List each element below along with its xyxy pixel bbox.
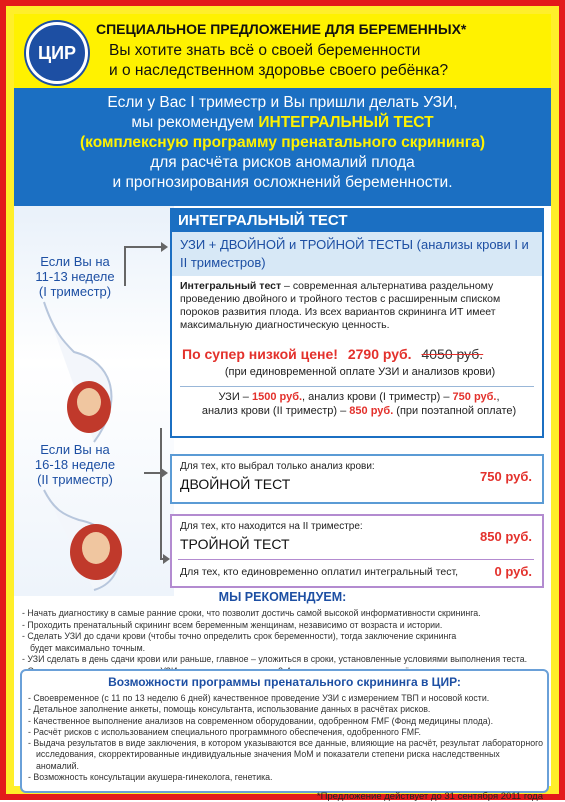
period-1-line-3: (I триместр) bbox=[38, 284, 112, 299]
period-2-line-2: 16-18 неделе bbox=[34, 457, 116, 472]
price-line bbox=[182, 346, 538, 362]
period-2-line-1: Если Вы на bbox=[40, 442, 110, 457]
integral-test-description bbox=[180, 280, 536, 332]
possibility-item: - Выдача результатов в виде заключения, в котором указываются все данные, влияющие на расчёт, результат лабораторного bbox=[28, 738, 543, 749]
connector-line-2 bbox=[160, 428, 162, 558]
possibilities-title: Возможности программы пренатального скрининга в ЦИР: bbox=[108, 675, 461, 689]
possibilities-box bbox=[20, 669, 549, 793]
breakdown-blood-1: , анализ крови (I триместр) – bbox=[302, 391, 453, 403]
double-test-note: Для тех, кто выбрал только анализ крови: bbox=[180, 461, 375, 472]
price-note: (при единовременной оплате УЗИ и анализов крови) bbox=[224, 366, 496, 378]
double-test-box bbox=[170, 454, 544, 504]
pregnancy-illustration-1 bbox=[34, 302, 144, 452]
arrow-to-double bbox=[144, 472, 162, 474]
recommend-item: - УЗИ сделать в день сдачи крови или раньше, главное – уложиться в сроки, установленные условиями выполнения теста. bbox=[22, 654, 528, 664]
recommend-item: - Начать диагностику в самые ранние сроки, что позволит достичь самой высокой информативности скрининга. bbox=[22, 608, 481, 618]
offer-title: СПЕЦИАЛЬНОЕ ПРЕДЛОЖЕНИЕ ДЛЯ БЕРЕМЕННЫХ* bbox=[96, 21, 467, 37]
triple-test-box bbox=[170, 514, 544, 588]
arrow-to-triple bbox=[160, 558, 164, 560]
period-1-line-1: Если Вы на bbox=[40, 254, 110, 269]
period-1 bbox=[30, 254, 120, 299]
integral-test-desc-text: – современная альтернатива раздельному проведению двойного и тройного тестов с расширенным списком пороков развития плода. Из всех вариантов скрининга ИТ имеет максимальную диагностическую ценность. bbox=[180, 280, 501, 331]
breakdown-comma: , bbox=[496, 391, 500, 403]
price-breakdown bbox=[180, 390, 538, 418]
connector-line-1 bbox=[124, 246, 126, 286]
double-test-price: 750 руб. bbox=[480, 469, 532, 484]
recommend-item: - Проходить пренатальный скрининг всем беременным женщинам, независимо от возраста и истории. bbox=[22, 619, 443, 630]
period-1-line-2: 11-13 неделе bbox=[35, 269, 115, 284]
triple-divider bbox=[178, 559, 534, 560]
period-2-line-3: (II триместр) bbox=[37, 472, 113, 487]
intro-block bbox=[14, 88, 551, 206]
possibility-item: - Своевременное (с 11 по 13 неделю 6 дней) качественное проведение УЗИ с измерением ТВП и носовой кости. bbox=[28, 693, 490, 703]
integral-paid-note: Для тех, кто единовременно оплатил интегральный тест, bbox=[180, 566, 459, 578]
breakdown-blood-2: анализ крови (II триместр) – bbox=[201, 405, 350, 417]
recommend-list bbox=[22, 608, 547, 677]
logo: ЦИР bbox=[26, 22, 88, 84]
integral-test-panel bbox=[170, 208, 544, 438]
promo-label: По супер низкой цене! bbox=[182, 346, 338, 362]
breakdown-blood-1-price: 750 руб. bbox=[452, 391, 497, 403]
intro-line-4: для расчёта рисков аномалий плода bbox=[150, 154, 415, 171]
possibility-item: - Возможность консультации акушера-гинеколога, генетика. bbox=[28, 772, 273, 783]
possibilities-list bbox=[28, 693, 543, 783]
breakdown-uzi: УЗИ – bbox=[218, 391, 252, 403]
header bbox=[14, 14, 551, 88]
pregnancy-illustration-2 bbox=[34, 490, 144, 590]
breakdown-note: (при поэтапной оплате) bbox=[393, 405, 517, 417]
left-column bbox=[14, 206, 174, 596]
breakdown-blood-2-price: 850 руб. bbox=[349, 405, 394, 417]
possibility-item: - Детальное заполнение анкеты, помощь консультанта, использование данных в расчётах рисков. bbox=[28, 704, 431, 715]
triple-test-price: 850 руб. bbox=[480, 529, 532, 544]
period-2 bbox=[30, 442, 120, 487]
intro-highlight: ИНТЕГРАЛЬНЫЙ ТЕСТ bbox=[258, 114, 434, 131]
intro-line-1: Если у Вас I триместр и Вы пришли делать УЗИ, bbox=[107, 94, 458, 111]
integral-test-title: ИНТЕГРАЛЬНЫЙ ТЕСТ bbox=[172, 210, 542, 232]
recommend-item: - Сделать УЗИ до сдачи крови (чтобы точно определить срок беременности), тогда заключение скрининга bbox=[22, 631, 457, 641]
intro-line-2-text: мы рекомендуем bbox=[131, 114, 259, 131]
divider bbox=[180, 386, 534, 387]
poster bbox=[14, 14, 551, 802]
question-line-1: Вы хотите знать всё о своей беременности bbox=[109, 42, 421, 59]
possibility-item: - Расчёт рисков с использованием специального программного обеспечения, одобренного FMF. bbox=[28, 726, 421, 737]
breakdown-uzi-price: 1500 руб. bbox=[251, 391, 303, 403]
old-price: 4050 руб. bbox=[421, 346, 484, 362]
intro-line-5: и прогнозирования осложнений беременности. bbox=[112, 174, 453, 191]
integral-price: 2790 руб. bbox=[347, 346, 412, 362]
integral-test-subtitle: УЗИ + ДВОЙНОЙ и ТРОЙНОЙ ТЕСТЫ (анализы крови I и II триместров) bbox=[172, 232, 542, 276]
intro-line-3: (комплексную программу пренатального скрининга) bbox=[79, 134, 485, 151]
integral-paid-price: 0 руб. bbox=[494, 564, 532, 579]
intro-line-2 bbox=[14, 114, 551, 132]
arrow-to-integral bbox=[124, 246, 162, 248]
possibility-item: исследования, скорректированные индивидуальные значения МоМ и показатели степени риска наследственных аномалий. bbox=[36, 749, 500, 771]
recommend-title: МЫ РЕКОМЕНДУЕМ: bbox=[218, 590, 347, 604]
triple-test-title: ТРОЙНОЙ ТЕСТ bbox=[180, 536, 290, 552]
recommend-item: будет максимально точным. bbox=[30, 642, 146, 653]
possibility-item: - Качественное выполнение анализов на современном оборудовании, одобренном FMF (Фонд медицины плода). bbox=[28, 715, 494, 726]
integral-test-term: Интегральный тест bbox=[180, 280, 282, 292]
footnote: *Предложение действует до 31 сентября 2011 года bbox=[316, 791, 543, 802]
question-line-2: и о наследственном здоровье своего ребёнка? bbox=[109, 62, 449, 79]
triple-test-note: Для тех, кто находится на II триместре: bbox=[180, 521, 363, 532]
double-test-title: ДВОЙНОЙ ТЕСТ bbox=[180, 476, 291, 492]
